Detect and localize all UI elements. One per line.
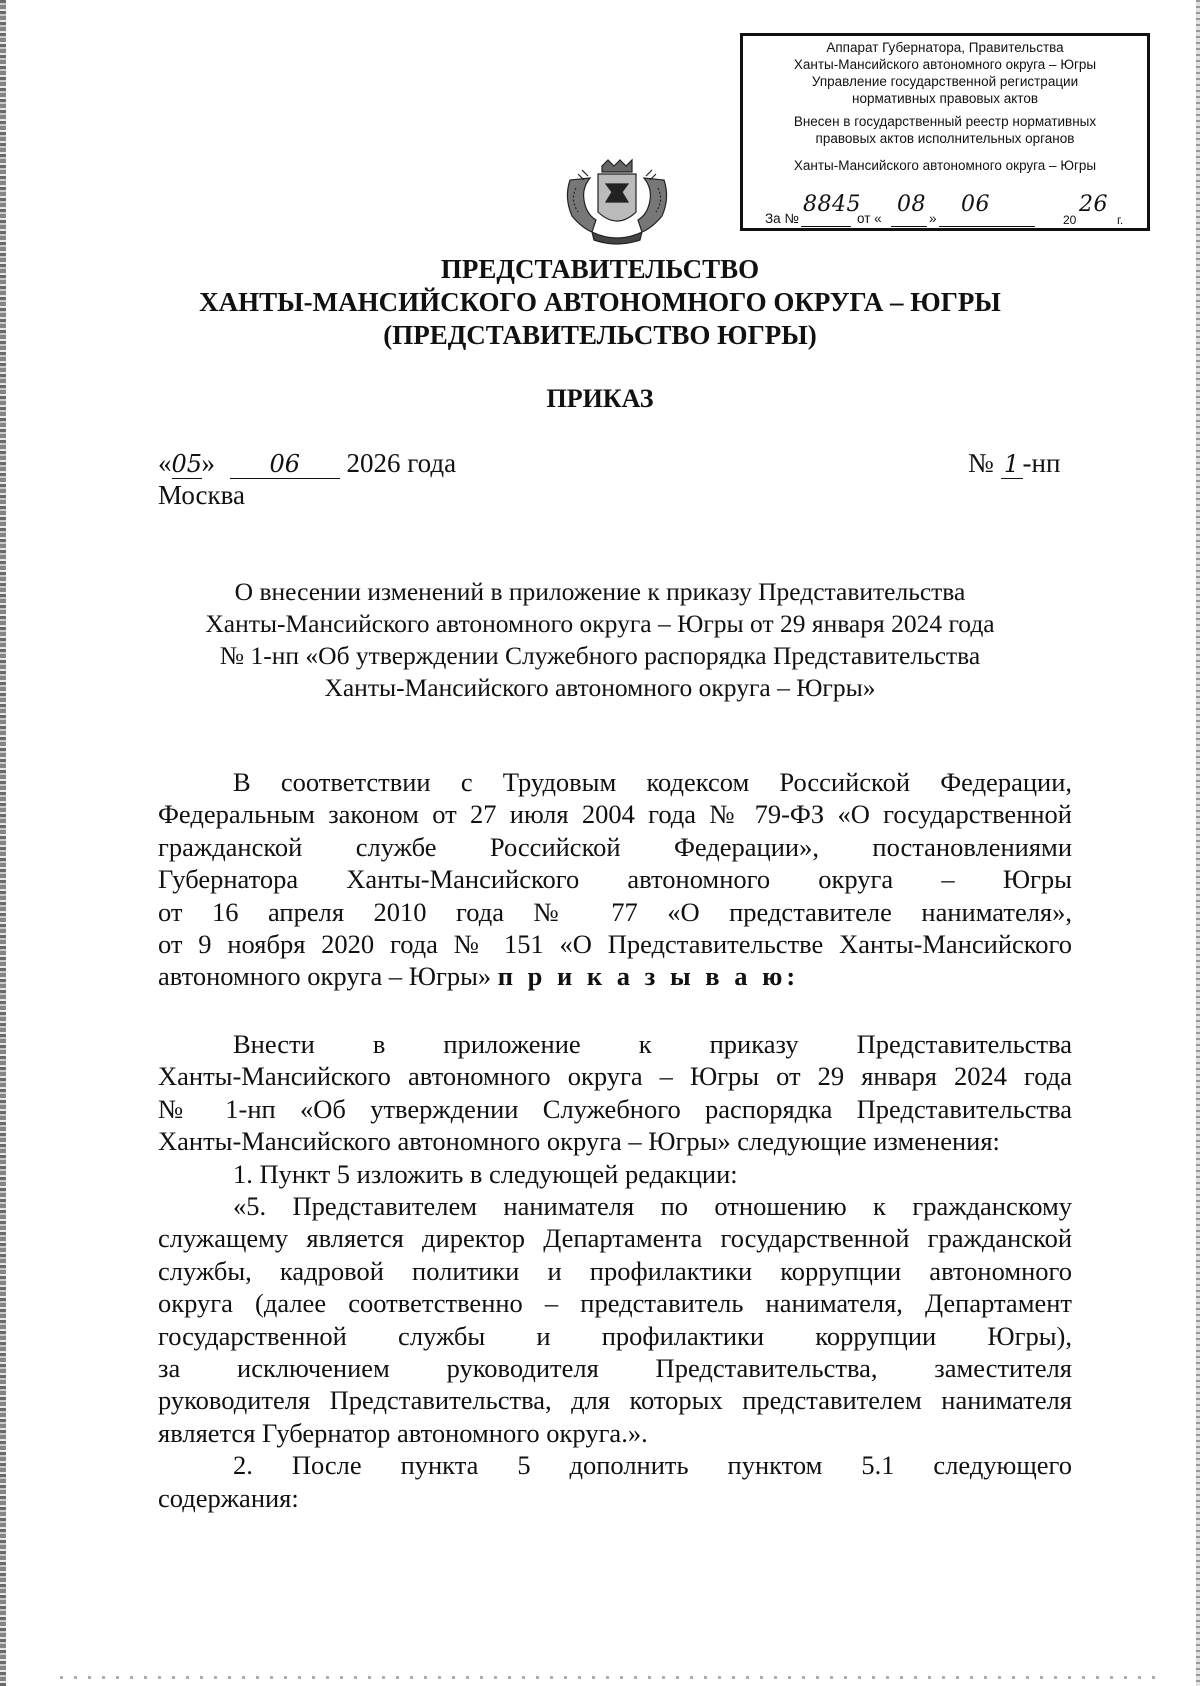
order-subject bbox=[130, 576, 1070, 704]
scan-edge-left bbox=[0, 0, 6, 1686]
list-item: 1. Пункт 5 изложить в следующей редакции: bbox=[233, 1158, 738, 1189]
stamp-line: Ханты-Мансийского автономного округа – Югры bbox=[793, 57, 1097, 72]
text-line: Внести в приложение к приказу Представительства bbox=[233, 1029, 1072, 1059]
stamp-line: Управление государственной регистрации bbox=[811, 74, 1079, 89]
text-line: службы, кадровой политики и профилактики коррупции автономного bbox=[158, 1255, 1072, 1286]
list-item: 2. После пункта 5 дополнить пунктом 5.1 следующего bbox=[233, 1450, 1072, 1481]
registration-stamp bbox=[740, 33, 1150, 231]
text-line: № 1-нп «Об утверждении Служебного распорядка Представительства bbox=[158, 1093, 1072, 1124]
text-line: от 9 ноября 2020 года № 151 «О Представительстве Ханты-Мансийского bbox=[158, 929, 1072, 960]
text-line: содержания: bbox=[158, 1482, 299, 1513]
org-title-line: ПРЕДСТАВИТЕЛЬСТВО bbox=[440, 254, 760, 284]
subject-line: Ханты-Мансийского автономного округа – Югры» bbox=[324, 673, 876, 702]
text-line: гражданской службе Российской Федерации», постановлениями bbox=[158, 831, 1072, 862]
main-paragraph bbox=[158, 1028, 1072, 1514]
text-line: Ханты-Мансийского автономного округа – Югры» следующие изменения: bbox=[158, 1126, 1000, 1157]
reg-day-underline bbox=[891, 226, 927, 227]
document-type: ПРИКАЗ bbox=[546, 384, 654, 413]
subject-line: О внесении изменений в приложение к приказу Представительства bbox=[234, 577, 966, 606]
reg-from: от « bbox=[857, 211, 882, 226]
city: Москва bbox=[158, 480, 245, 510]
stamp-line: правовых актов исполнительных органов bbox=[815, 131, 1075, 146]
subject-line: № 1-нп «Об утверждении Служебного распорядка Представительства bbox=[219, 641, 981, 670]
reg-year-prefix: 20 bbox=[1063, 213, 1077, 227]
reg-number-underline bbox=[801, 226, 851, 227]
number-prefix: № bbox=[968, 448, 994, 478]
text-line: Федеральным законом от 27 июля 2004 года № 79-ФЗ «О государственной bbox=[158, 799, 1072, 830]
reg-year-end: г. bbox=[1117, 213, 1124, 227]
org-title-line: (ПРЕДСТАВИТЕЛЬСТВО ЮГРЫ) bbox=[383, 320, 817, 350]
date-day: 05 bbox=[171, 450, 203, 478]
scan-edge-bottom bbox=[60, 1676, 1160, 1679]
reg-number: 8845 bbox=[803, 192, 861, 217]
number-suffix: -нп bbox=[1022, 448, 1061, 478]
date-month: 06 bbox=[230, 450, 340, 479]
reg-prefix: За № bbox=[765, 211, 799, 226]
date-year: 2026 года bbox=[346, 448, 457, 478]
reg-quote: » bbox=[929, 211, 937, 226]
stamp-line: Внесен в государственный реестр нормативных bbox=[793, 114, 1097, 129]
preamble-paragraph bbox=[158, 766, 1072, 993]
org-title-line: ХАНТЫ-МАНСИЙСКОГО АВТОНОМНОГО ОКРУГА – ЮГРЫ bbox=[199, 287, 1001, 317]
subject-line: Ханты-Мансийского автономного округа – Югры от 29 января 2024 года bbox=[205, 609, 995, 638]
text-line: руководителя Представительства, для которых представителем нанимателя bbox=[158, 1385, 1072, 1416]
text-line: В соответствии с Трудовым кодексом Российской Федерации, bbox=[233, 767, 1072, 797]
coat-of-arms-icon bbox=[562, 158, 672, 246]
text-line: за исключением руководителя Представительства, заместителя bbox=[158, 1353, 1072, 1384]
date-open-quote: « bbox=[158, 448, 172, 478]
text-line bbox=[158, 960, 1072, 992]
text-line: «5. Представителем нанимателя по отношению к гражданскому bbox=[233, 1191, 1072, 1222]
text-line: является Губернатор автономного округа.». bbox=[158, 1417, 648, 1448]
reg-day: 08 bbox=[897, 192, 926, 217]
text-line: Губернатора Ханты-Мансийского автономного округа – Югры bbox=[158, 864, 1072, 895]
text-line: от 16 апреля 2010 года № 77 «О представителе нанимателя», bbox=[158, 896, 1072, 927]
order-verb: п р и к а з ы в а ю: bbox=[497, 961, 800, 992]
text-line-part: автономного округа – Югры» bbox=[158, 961, 492, 992]
order-date bbox=[158, 448, 456, 479]
date-close-quote: » bbox=[201, 448, 215, 478]
order-number bbox=[968, 448, 1060, 479]
number-value: 1 bbox=[1001, 450, 1023, 479]
reg-month-underline bbox=[939, 226, 1035, 227]
reg-year-suffix: 26 bbox=[1079, 192, 1108, 217]
reg-month: 06 bbox=[961, 192, 990, 217]
organization-title bbox=[100, 253, 1100, 352]
text-line: Ханты-Мансийского автономного округа – Югры от 29 января 2024 года bbox=[158, 1061, 1072, 1092]
text-line: округа (далее соответственно – представитель нанимателя, Департамент bbox=[158, 1288, 1072, 1319]
stamp-line: Аппарат Губернатора, Правительства bbox=[826, 40, 1064, 55]
text-line: служащему является директор Департамента государственной гражданской bbox=[158, 1223, 1072, 1254]
stamp-registration-line bbox=[765, 192, 1141, 228]
text-line: государственной службы и профилактики коррупции Югры), bbox=[158, 1320, 1072, 1351]
stamp-line: нормативных правовых актов bbox=[851, 91, 1039, 106]
scan-edge-right bbox=[1196, 0, 1200, 1686]
stamp-line: Ханты-Мансийского автономного округа – Югры bbox=[793, 158, 1097, 173]
